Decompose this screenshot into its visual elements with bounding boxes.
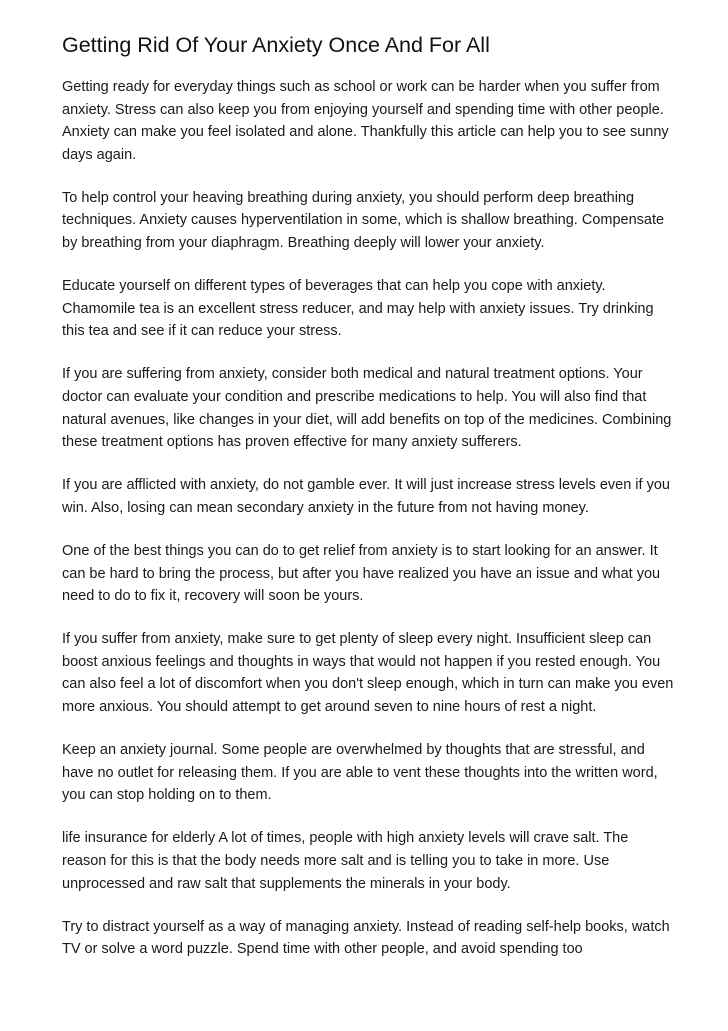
paragraph-8: Keep an anxiety journal. Some people are overwhelmed by thoughts that are stressful, and have no outlet for releasing them. If you are able to vent these thoughts into the written word, you can stop holding on to them. bbox=[62, 742, 658, 804]
paragraph-4: If you are suffering from anxiety, consider both medical and natural treatment options. Your doctor can evaluate your condition and prescribe medications to help. You will also find that natural avenues, like changes in your diet, will add benefits on top of the medicines. Combining these treatment options has proven effective for many anxiety sufferers. bbox=[62, 366, 672, 451]
paragraph-5: If you are afflicted with anxiety, do not gamble ever. It will just increase stress levels even if you win. Also, losing can mean secondary anxiety in the future from not having money. bbox=[62, 477, 670, 516]
paragraph-3: Educate yourself on different types of beverages that can help you cope with anxiety. Chamomile tea is an excellent stress reducer, and may help with anxiety issues. Try drinking this tea and see if it can reduce your stress. bbox=[62, 278, 654, 340]
paragraph-6: One of the best things you can do to get relief from anxiety is to start looking for an answer. It can be hard to bring the process, but after you have realized you have an issue and what you need to do to fix it, recovery will soon be yours. bbox=[62, 543, 661, 605]
paragraph-10: Try to distract yourself as a way of managing anxiety. Instead of reading self-help books, watch TV or solve a word puzzle. Spend time with other people, and avoid spending too bbox=[62, 918, 670, 958]
paragraph-9: life insurance for elderly A lot of times, people with high anxiety levels will crave salt. The reason for this is that the body needs more salt and is telling you to take in more. Use unprocessed and raw salt that supplements the minerals in your body. bbox=[62, 830, 629, 892]
document-page bbox=[62, 30, 674, 981]
paragraph-7: If you suffer from anxiety, make sure to get plenty of sleep every night. Insufficient sleep can boost anxious feelings and thoughts in ways that would not happen if you rested enough. You can also feel a lot of discomfort when you don't sleep enough, which in turn can make you even more anxious. You should attempt to get around seven to nine hours of rest a night. bbox=[62, 631, 674, 716]
document-title: Getting Rid Of Your Anxiety Once And For All bbox=[62, 33, 490, 57]
paragraph-2: To help control your heaving breathing during anxiety, you should perform deep breathing techniques. Anxiety causes hyperventilation in some, which is shallow breathing. Compensate by breathing from your diaphragm. Breathing deeply will lower your anxiety. bbox=[62, 189, 665, 252]
paragraph-1: Getting ready for everyday things such as school or work can be harder when you suffer from anxiety. Stress can also keep you from enjoying yourself and spending time with other people. Anxiety can make you feel isolated and alone. Thankfully this article can help you to see sunny days again. bbox=[62, 79, 669, 163]
